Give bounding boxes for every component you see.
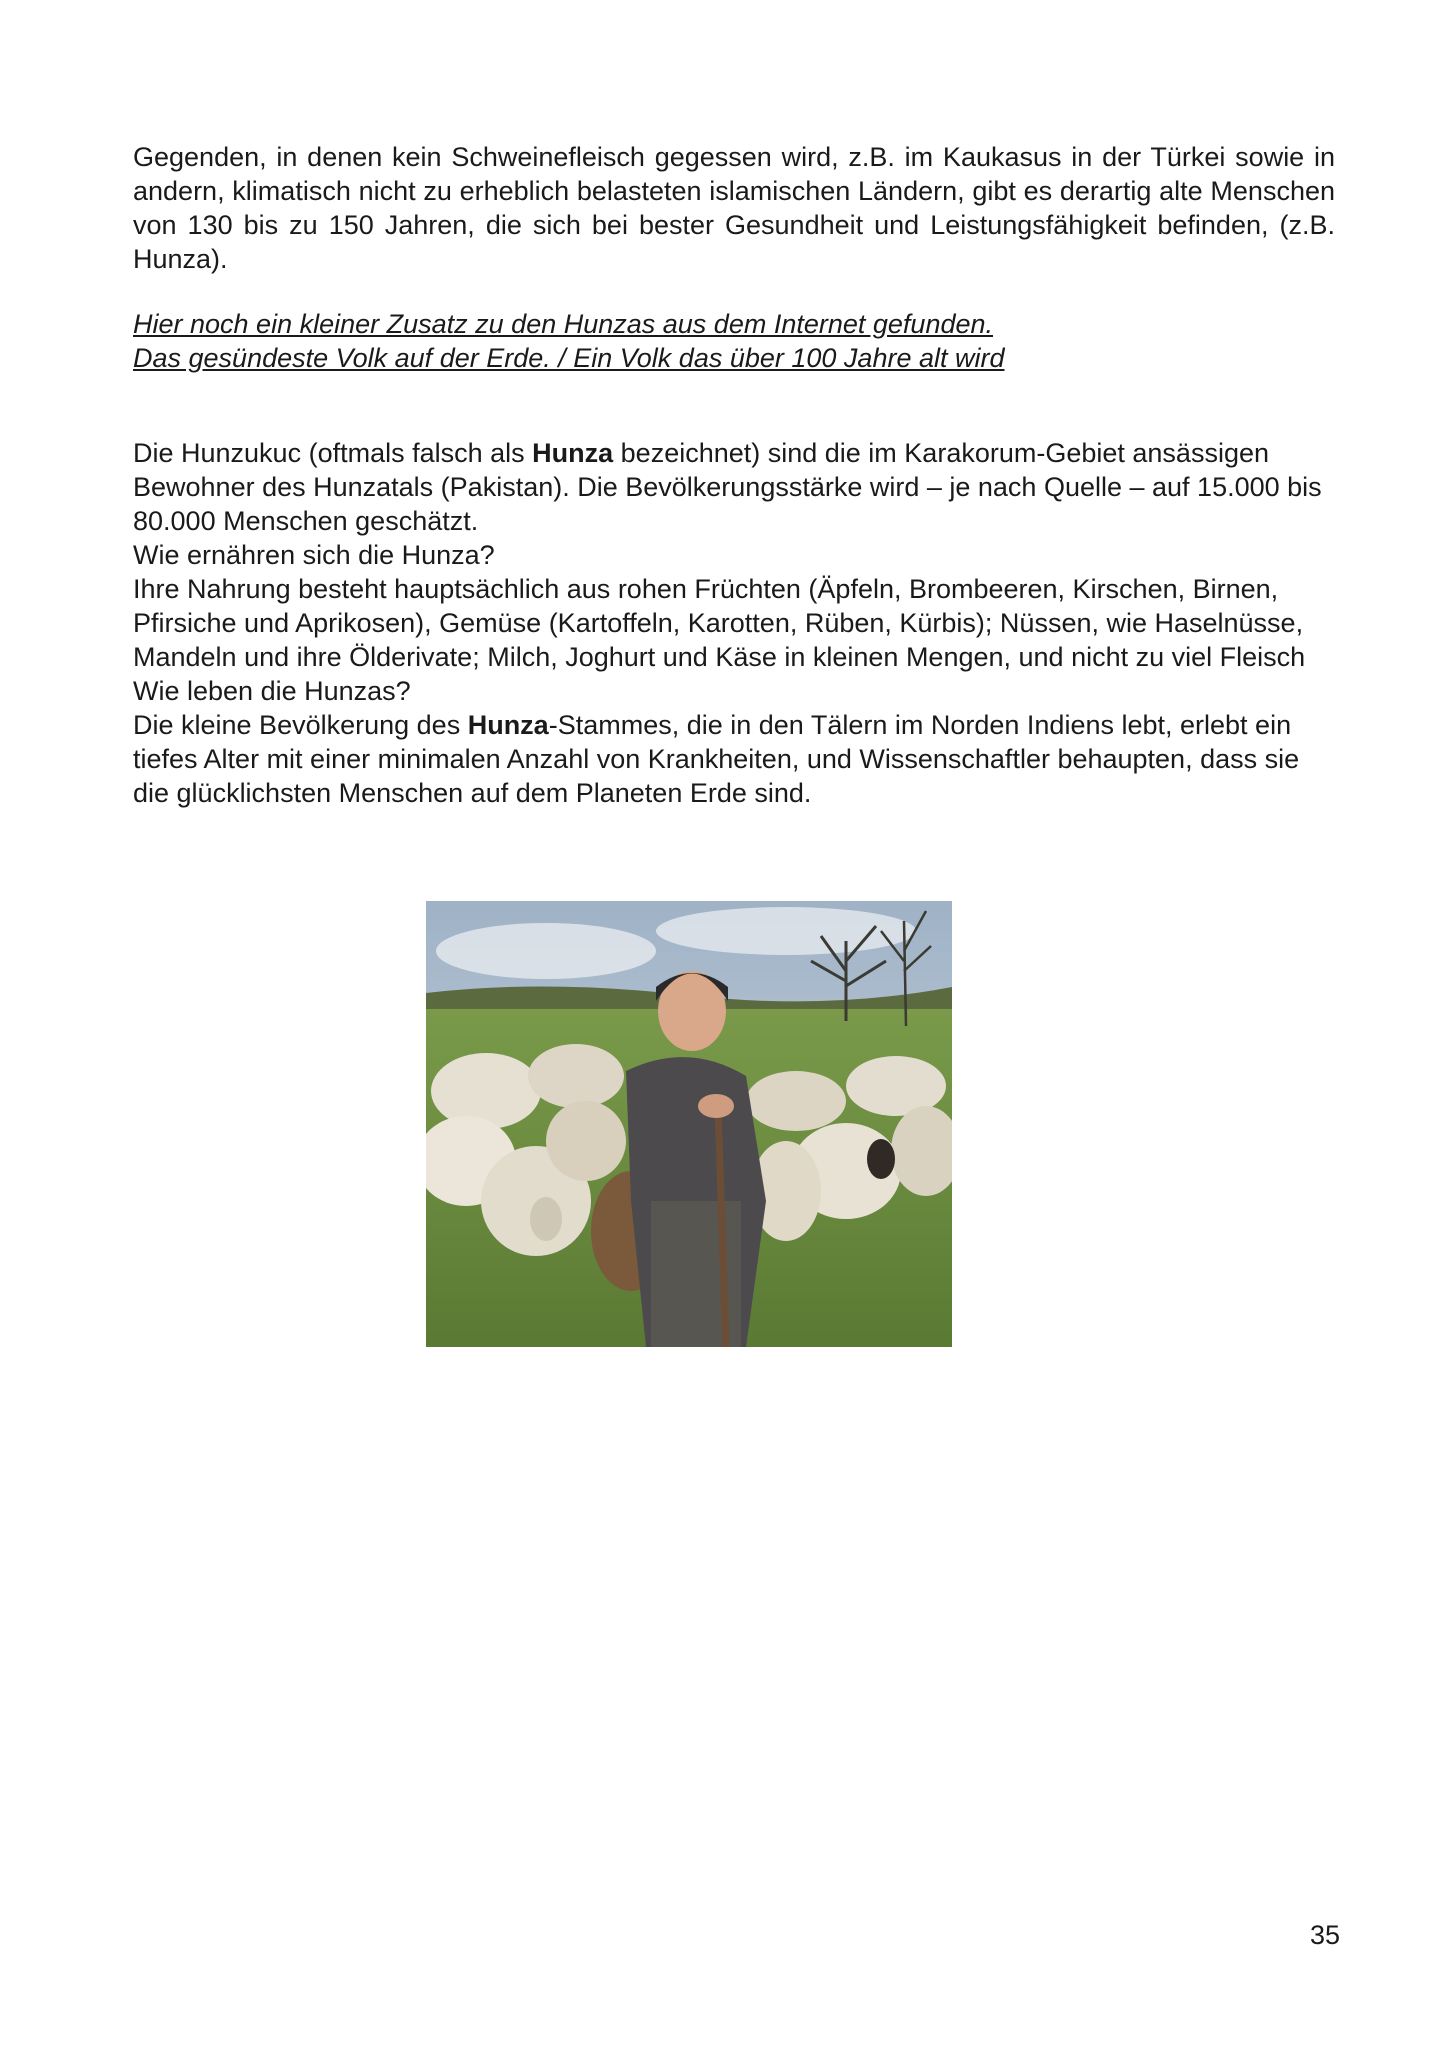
- text-span: Die kleine Bevölkerung des: [133, 710, 468, 740]
- answer-diet: Ihre Nahrung besteht hauptsächlich aus rohen Früchten (Äpfeln, Brombeeren, Kirschen, Birnen, Pfirsiche und Aprikosen), Gemüse (Kartoffeln, Karotten, Rüben, Kürbis); Nüssen, wie Haselnüsse, Mandeln und ihre Ölderivate; Milch, Joghurt und Käse in kleinen Mengen, und nicht zu viel Fleisch: [133, 574, 1306, 672]
- internet-note: [133, 307, 1335, 375]
- page-number: 35: [1309, 1920, 1340, 1950]
- shepherd-with-sheep-photo: [426, 901, 952, 1347]
- bold-hunza: Hunza: [532, 438, 614, 468]
- question-diet: Wie ernähren sich die Hunza?: [133, 540, 495, 570]
- note-line-2: Das gesündeste Volk auf der Erde. / Ein Volk das über 100 Jahre alt wird: [133, 343, 1005, 373]
- hunza-intro-paragraph: [133, 436, 1335, 538]
- note-line-1: Hier noch ein kleiner Zusatz zu den Hunzas aus dem Internet gefunden.: [133, 309, 994, 339]
- intro-paragraph: Gegenden, in denen kein Schweinefleisch gegessen wird, z.B. im Kaukasus in der Türkei sowie in andern, klimatisch nicht zu erheblich belasteten islamischen Ländern, gibt es derartig alte Menschen von 130 bis zu 150 Jahren, die sich bei bester Gesundheit und Leistungsfähigkeit befinden, (z.B. Hunza).: [133, 142, 1335, 274]
- bold-hunza: Hunza: [467, 710, 549, 740]
- question-life: Wie leben die Hunzas?: [133, 676, 411, 706]
- text-span: -Stammes, die in den Tälern im Norden Indiens lebt, erlebt ein tiefes Alter mit einer minimalen Anzahl von Krankheiten, und Wissenschaftler behaupten, dass sie die glücklichsten Menschen auf dem Planeten Erde sind.: [133, 710, 1300, 808]
- text-span: Die Hunzukuc (oftmals falsch als: [133, 438, 533, 468]
- text-span: bezeichnet) sind die im Karakorum-Gebiet ansässigen Bewohner des Hunzatals (Pakistan). Die Bevölkerungsstärke wird – je nach Quelle – auf 15.000 bis 80.000 Menschen geschätzt.: [133, 438, 1322, 536]
- answer-life: [133, 708, 1335, 810]
- hunza-section: [133, 436, 1335, 810]
